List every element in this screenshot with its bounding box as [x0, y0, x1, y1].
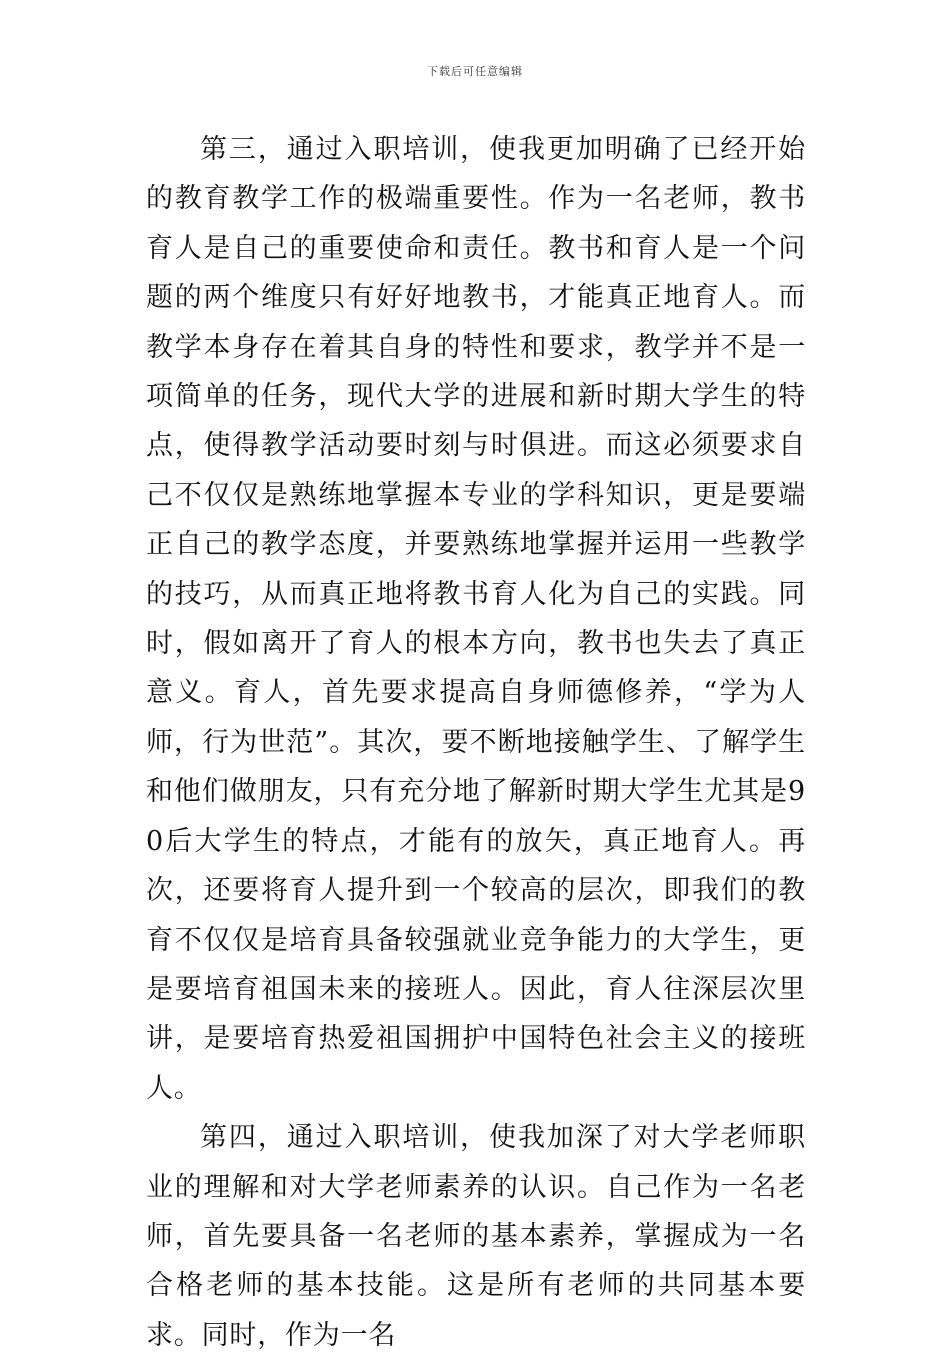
document-body — [146, 125, 806, 1360]
page-header: 下载后可任意编辑 — [427, 65, 523, 78]
paragraph-3: 第三，通过入职培训，使我更加明确了已经开始的教育教学工作的极端重要性。作为一名老师，教书育人是自己的重要使命和责任。教书和育人是一个问题的两个维度只有好好地教书，才能真正地育人。而教学本身存在着其自身的特性和要求，教学并不是一项简单的任务，现代大学的进展和新时期大学生的特点，使得教学活动要时刻与时俱进。而这必须要求自己不仅仅是熟练地掌握本专业的学科知识，更是要端正自己的教学态度，并要熟练地掌握并运用一些教学的技巧，从而真正地将教书育人化为自己的实践。同时，假如离开了育人的根本方向，教书也失去了真正意义。育人，首先要求提高自身师德修养，“学为人师，行为世范”。其次，要不断地接触学生、了解学生和他们做朋友，只有充分地了解新时期大学生尤其是90后大学生的特点，才能有的放矢，真正地育人。再次，还要将育人提升到一个较高的层次，即我们的教育不仅仅是培育具备较强就业竞争能力的大学生，更是要培育祖国未来的接班人。因此，育人往深层次里讲，是要培育热爱祖国拥护中国特色社会主义的接班人。 — [146, 134, 806, 1104]
paragraph-4: 第四，通过入职培训，使我加深了对大学老师职业的理解和对大学老师素养的认识。自己作为一名老师，首先要具备一名老师的基本素养，掌握成为一名合格老师的基本技能。这是所有老师的共同基本要求。同时，作为一名 — [146, 1122, 806, 1351]
